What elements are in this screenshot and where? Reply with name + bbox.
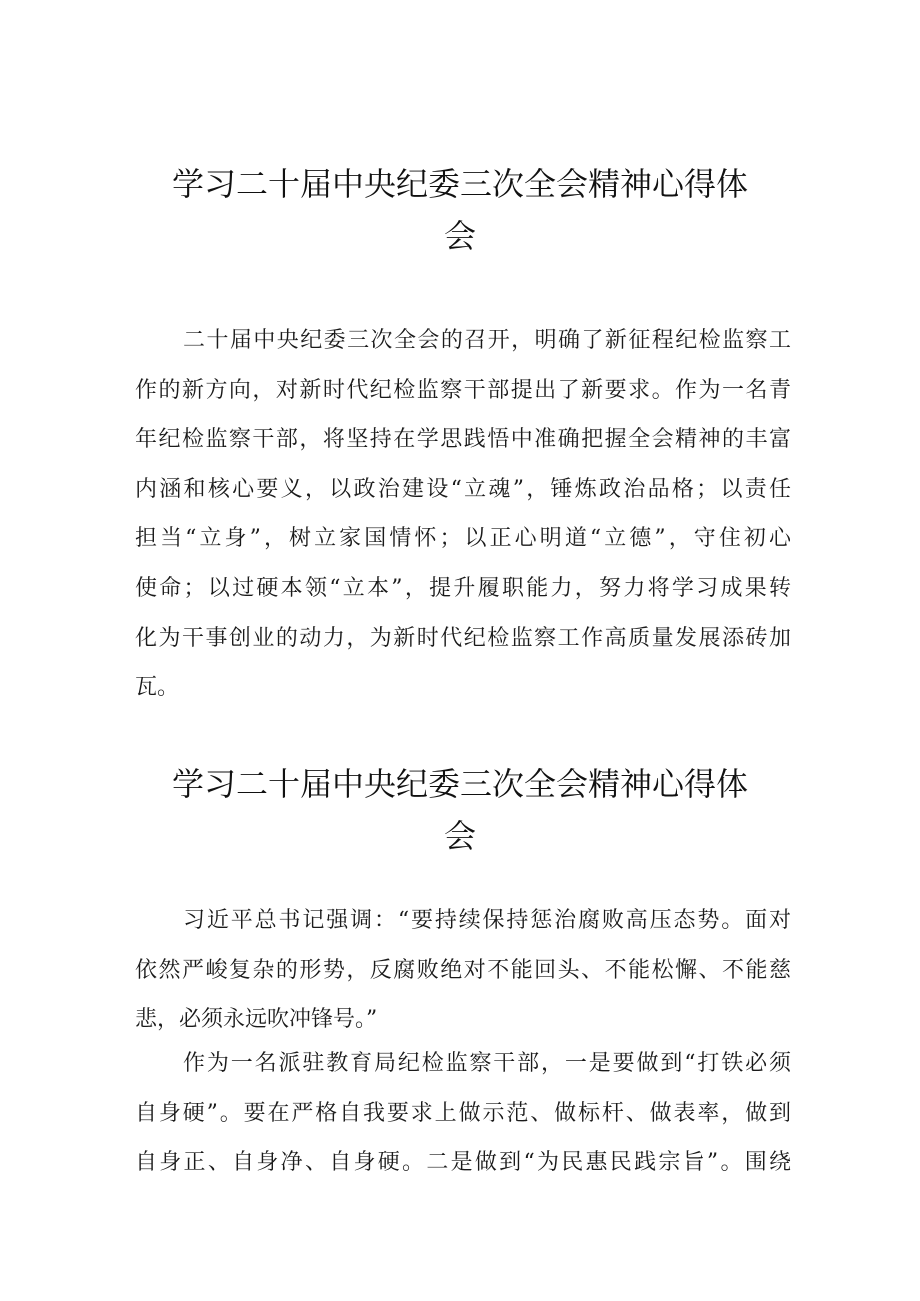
paragraph-line: 化为干事创业的动力，为新时代纪检监察工作高质量发展添砖加 <box>135 625 791 651</box>
paragraph-line: 二十届中央纪委三次全会的召开，明确了新征程纪检监察工 <box>183 328 791 353</box>
section-2-title <box>150 758 770 862</box>
paragraph-line: 自身硬”。要在严格自我要求上做示范、做标杆、做表率，做到 <box>135 1100 791 1126</box>
section-2-paragraph-2 <box>135 1039 791 1188</box>
title-line: 会 <box>443 217 476 255</box>
title-line: 学习二十届中央纪委三次全会精神心得体 <box>171 165 748 203</box>
paragraph-line: 年纪检监察干部，将坚持在学思践悟中准确把握全会精神的丰富 <box>135 427 791 453</box>
paragraph-line: 悲，必须永远吹冲锋号。” <box>135 1007 378 1033</box>
section-2-paragraph-1 <box>135 896 791 1045</box>
title-line: 会 <box>443 817 476 855</box>
title-line: 学习二十届中央纪委三次全会精神心得体 <box>171 765 748 803</box>
paragraph-line: 自身正、自身净、自身硬。二是做到“为民惠民践宗旨”。围绕 <box>135 1150 791 1176</box>
paragraph-line: 担当“立身”，树立家国情怀；以正心明道“立德”，守住初心 <box>135 526 791 552</box>
section-1-paragraph <box>135 316 791 713</box>
section-1-title <box>150 158 770 262</box>
paragraph-line: 依然严峻复杂的形势，反腐败绝对不能回头、不能松懈、不能慈 <box>135 957 791 983</box>
paragraph-line: 习近平总书记强调：“要持续保持惩治腐败高压态势。面对 <box>183 908 791 933</box>
paragraph-line: 作的新方向，对新时代纪检监察干部提出了新要求。作为一名青 <box>135 377 791 403</box>
paragraph-line: 使命；以过硬本领“立本”，提升履职能力，努力将学习成果转 <box>135 575 791 601</box>
paragraph-line: 作为一名派驻教育局纪检监察干部，一是要做到“打铁必须 <box>183 1051 791 1076</box>
paragraph-line: 瓦。 <box>135 675 180 701</box>
paragraph-line: 内涵和核心要义，以政治建设“立魂”，锤炼政治品格；以责任 <box>135 476 791 502</box>
